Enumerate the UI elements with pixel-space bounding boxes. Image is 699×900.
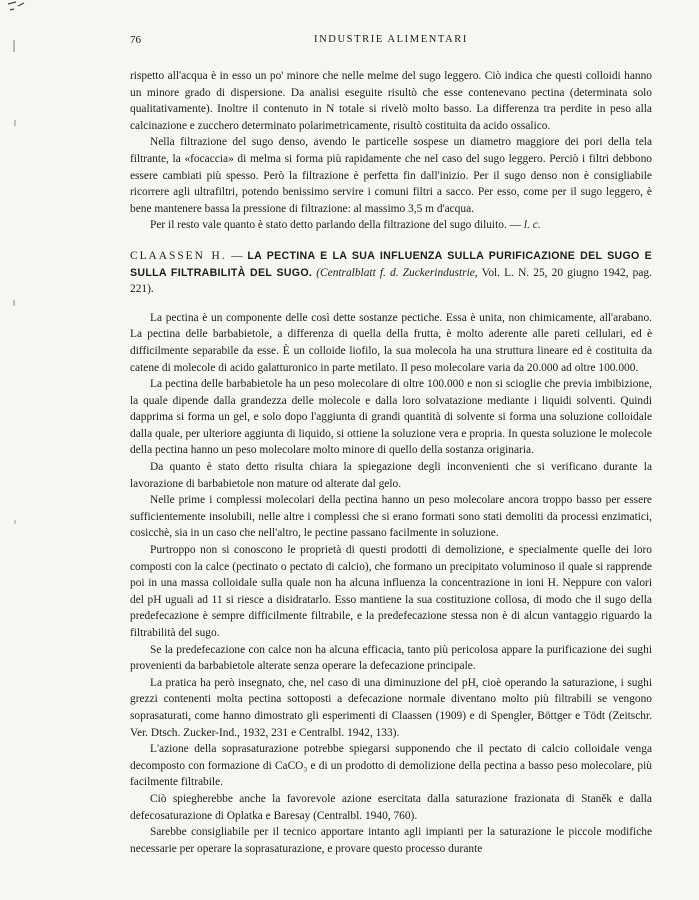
left-margin-marks <box>6 0 26 900</box>
body-paragraph-7: La pratica ha però insegnato, che, nel caso di una diminuzione del pH, cioè operando la saturazione, i sughi grezzi contenenti molta pectina sottoposti a defecazione normale diventano molto più filtrabili se vengono soprasaturati, come hanno dimostrato gli esperimenti di Claassen (1909) e di Spengler, Böttger e Tödt (Zeitschr. Ver. Dtsch. Zucker-Ind., 1932, 231 e Centralbl. 1942, 133). <box>130 676 652 739</box>
body-paragraph-4: Nelle prime i complessi molecolari della pectina hanno un peso molecolare ancora troppo basso per essere sufficientemente insolubili, nelle altre i complessi che si erano formati sono stati demoliti da processi enzimatici, cosicchè, sia in un caso che nell'altro, le pectine passano facilmente in soluzione. <box>130 494 652 540</box>
author-signature: l. c. <box>523 219 541 232</box>
previous-article-paragraph-1: rispetto all'acqua è in esso un po' minore che nelle melme del sugo leggero. Ciò indica che questi colloidi hanno un minore grado di dispersione. Da analisi eseguite risultò che esse contenevano pectina (determinata solo qualitativamente). Inoltre il contenuto in N totale si rivelò molto basso. La differenza tra perdite in peso alla calcinazione e zucchero determinato polarimetricamente, risultò costituita da acido ossalico. <box>130 70 652 132</box>
running-title: INDUSTRIE ALIMENTARI <box>314 34 468 45</box>
page <box>130 34 652 857</box>
body-paragraph-3: Da quanto è stato detto risulta chiara la spiegazione degli inconvenienti che si verificano durante la lavorazione di barbabietole non mature od alterate dal gelo. <box>130 461 652 490</box>
article-heading <box>130 248 652 298</box>
running-header <box>130 34 652 50</box>
body-paragraph-5: Purtroppo non si conoscono le proprietà di questi prodotti di demolizione, e specialmente quelle dei loro composti con la calce (pectinato o pectato di calcio), che formano un precipitato voluminoso il quale si rapprende poi in una massa colloidale sulla quale non ha alcuna influenza la concentrazione in ioni H. Neppure con valori del pH uguali ad 11 si riesce a disidratarlo. Esso mantiene la sua costituzione collosa, di modo che il sugo della predefecazione è sempre difficilmente filtrabile, e la predefecazione stessa non è di alcun vantaggio riguardo la filtrabilità del sugo. <box>130 544 652 639</box>
article-title: LA PECTINA E LA SUA INFLUENZA SULLA PURIFICAZIONE DEL SUGO E SULLA FILTRABILITÀ DEL SUGO. <box>130 249 652 279</box>
source-details: Vol. L. N. 25, 20 giugno 1942, pag. 221). <box>130 266 652 296</box>
body-paragraph-9: Ciò spiegherebbe anche la favorevole azione esercitata dalla saturazione frazionata di Staněk e dalla defecosaturazione di Oplatka e Baresay (Centralbl. 1940, 760). <box>130 792 652 822</box>
body-paragraph-2: La pectina delle barbabietole ha un peso molecolare di oltre 100.000 e non si scioglie che previa imbibizione, la quale dipende dalla grandezza delle molecole e dalla loro solvatazione mediante i liquidi solventi. Quindi dapprima si forma un gel, e solo dopo l'aggiunta di grandi quantità di solvente si forma una soluzione colloidale dalla quale, per ulteriore aggiunta di liquido, si ottiene la soluzione vera e propria. In questa soluzione le molecole della pectina hanno un peso molecolare molto minore di quello della sostanza originaria. <box>130 378 652 457</box>
article-body <box>130 310 652 858</box>
source-journal: (Centralblatt f. d. Zuckerindustrie, <box>316 266 478 279</box>
heading-dash: — <box>226 249 248 262</box>
previous-article-last-paragraph <box>130 217 652 234</box>
last-paragraph-text: Per il resto vale quanto è stato detto parlando della filtrazione del sugo diluito. — <box>150 219 522 232</box>
body-paragraph-6: Se la predefecazione con calce non ha alcuna efficacia, tanto più pericolosa appare la purificazione dei sughi provenienti da barbabietole alterate senza operare la defecazione principale. <box>130 643 652 673</box>
body-paragraph-1: La pectina è un componente delle così dette sostanze pectiche. Essa è unita, non chimicamente, all'arabano. La pectina delle barbabietole, a differenza di quella della frutta, è molto aderente alle pareti cellulari, ed è difficilmente separabile da esse. È un colloide liofilo, la sua molecola ha una struttura lineare ed è costituita da catene di molecole di acido galatturonico in parte metilato. Il peso molecolare varia da 20.000 ad oltre 100.000. <box>130 311 652 374</box>
article-author: CLAASSEN H. <box>130 249 227 262</box>
body-paragraph-10: Sarebbe consigliabile per il tecnico apportare intanto agli impianti per la saturazione le piccole modifiche necessarie per operare la soprasaturazione, e provare questo processo durante <box>130 826 652 855</box>
previous-article-paragraph-2: Nella filtrazione del sugo denso, avendo le particelle sospese un diametro maggiore dei pori della tela filtrante, la «focaccia» di melma si forma più rapidamente che nel caso del sugo leggero. Perciò i filtri debbono essere cambiati più spesso. Però la filtrazione è perfetta fin dall'inizio. Per il sugo denso non è consigliabile ricorrere agli ultrafiltri, potendo benissimo servire i comuni filtri a sacco. Per esso, come per il sugo leggero, è bene mantenere bassa la pressione di filtrazione: al massimo 3,5 m d'acqua. <box>130 136 652 215</box>
page-number: 76 <box>130 34 141 46</box>
body-paragraph-8: L'azione della soprasaturazione potrebbe spiegarsi supponendo che il pectato di calcio colloidale venga decomposto con formazione di CaCO₃ e di un prodotto di demolizione della pectina a basso peso molecolare, più facilmente filtrabile. <box>130 743 652 789</box>
